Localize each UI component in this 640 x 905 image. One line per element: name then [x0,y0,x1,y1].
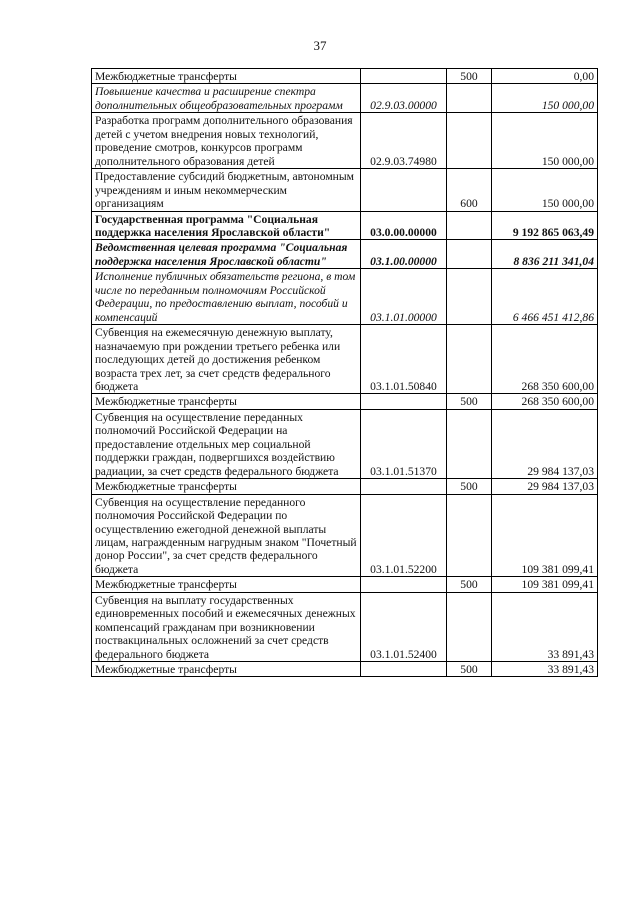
row-code-cell: 02.9.03.74980 [361,113,447,169]
row-sum-cell: 150 000,00 [492,169,598,211]
row-name-cell: Субвенция на осуществление переданного полномочия Российской Федерации по осуществлению ежегодной денежной выплаты лицам, награжденным нагрудным знаком "Почетный донор России", за счет средств федерального бюджета [92,494,361,577]
row-sum-cell: 29 984 137,03 [492,479,598,494]
row-type-cell [447,494,492,577]
row-sum-cell: 268 350 600,00 [492,325,598,394]
row-type-cell: 500 [447,479,492,494]
row-type-cell: 500 [447,577,492,592]
row-code-cell [361,479,447,494]
table-row [92,577,598,592]
row-type-cell [447,592,492,661]
row-type-cell [447,325,492,394]
table-row [92,84,598,113]
row-code-cell: 02.9.03.00000 [361,84,447,113]
budget-table [91,68,598,677]
row-sum-cell: 0,00 [492,69,598,84]
row-code-cell: 03.1.01.50840 [361,325,447,394]
row-type-cell: 500 [447,394,492,409]
table-row [92,494,598,577]
table-row [92,240,598,269]
table-row [92,592,598,661]
row-sum-cell: 9 192 865 063,49 [492,211,598,240]
table-row [92,394,598,409]
row-type-cell: 500 [447,69,492,84]
row-type-cell: 600 [447,169,492,211]
row-sum-cell: 150 000,00 [492,113,598,169]
row-type-cell [447,211,492,240]
page-number: 37 [313,38,327,53]
row-sum-cell: 109 381 099,41 [492,577,598,592]
row-code-cell [361,662,447,677]
row-code-cell: 03.1.01.51370 [361,409,447,478]
row-code-cell: 03.0.00.00000 [361,211,447,240]
row-code-cell [361,394,447,409]
row-type-cell [447,113,492,169]
row-type-cell [447,84,492,113]
row-name-cell: Межбюджетные трансферты [92,69,361,84]
row-name-cell: Предоставление субсидий бюджетным, автономным учреждениям и иным некоммерческим организациям [92,169,361,211]
table-row [92,113,598,169]
row-sum-cell: 6 466 451 412,86 [492,269,598,325]
table-row [92,211,598,240]
row-name-cell: Межбюджетные трансферты [92,662,361,677]
table-row [92,69,598,84]
row-name-cell: Разработка программ дополнительного образования детей с учетом внедрения новых технологий, проведение смотров, конкурсов программ дополнительного образования детей [92,113,361,169]
table-row [92,409,598,478]
row-name-cell: Межбюджетные трансферты [92,577,361,592]
row-sum-cell: 150 000,00 [492,84,598,113]
row-sum-cell: 29 984 137,03 [492,409,598,478]
row-code-cell [361,577,447,592]
row-sum-cell: 268 350 600,00 [492,394,598,409]
table-row [92,662,598,677]
row-type-cell: 500 [447,662,492,677]
table-row [92,169,598,211]
row-name-cell: Ведомственная целевая программа "Социальная поддержка населения Ярославской области" [92,240,361,269]
row-code-cell: 03.1.00.00000 [361,240,447,269]
row-sum-cell: 33 891,43 [492,662,598,677]
table-row [92,269,598,325]
row-sum-cell: 8 836 211 341,04 [492,240,598,269]
row-code-cell [361,69,447,84]
row-code-cell [361,169,447,211]
row-name-cell: Государственная программа "Социальная поддержка населения Ярославской области" [92,211,361,240]
row-name-cell: Повышение качества и расширение спектра дополнительных общеобразовательных программ [92,84,361,113]
row-name-cell: Межбюджетные трансферты [92,394,361,409]
row-name-cell: Межбюджетные трансферты [92,479,361,494]
row-name-cell: Субвенция на выплату государственных единовременных пособий и ежемесячных денежных компенсаций гражданам при возникновении поствакцинальных осложнений за счет средств федерального бюджета [92,592,361,661]
row-code-cell: 03.1.01.52400 [361,592,447,661]
row-sum-cell: 33 891,43 [492,592,598,661]
row-name-cell: Субвенция на ежемесячную денежную выплату, назначаемую при рождении третьего ребенка или последующих детей до достижения ребенком возраста трех лет, за счет средств федерального бюджета [92,325,361,394]
table-row [92,479,598,494]
row-type-cell [447,240,492,269]
row-sum-cell: 109 381 099,41 [492,494,598,577]
row-type-cell [447,409,492,478]
row-name-cell: Исполнение публичных обязательств региона, в том числе по переданным полномочиям Российской Федерации, по предоставлению выплат, пособий и компенсаций [92,269,361,325]
row-type-cell [447,269,492,325]
row-code-cell: 03.1.01.52200 [361,494,447,577]
row-name-cell: Субвенция на осуществление переданных полномочий Российской Федерации на предоставление отдельных мер социальной поддержки граждан, подвергшихся воздействию радиации, за счет средств федерального бюджета [92,409,361,478]
table-row [92,325,598,394]
row-code-cell: 03.1.01.00000 [361,269,447,325]
